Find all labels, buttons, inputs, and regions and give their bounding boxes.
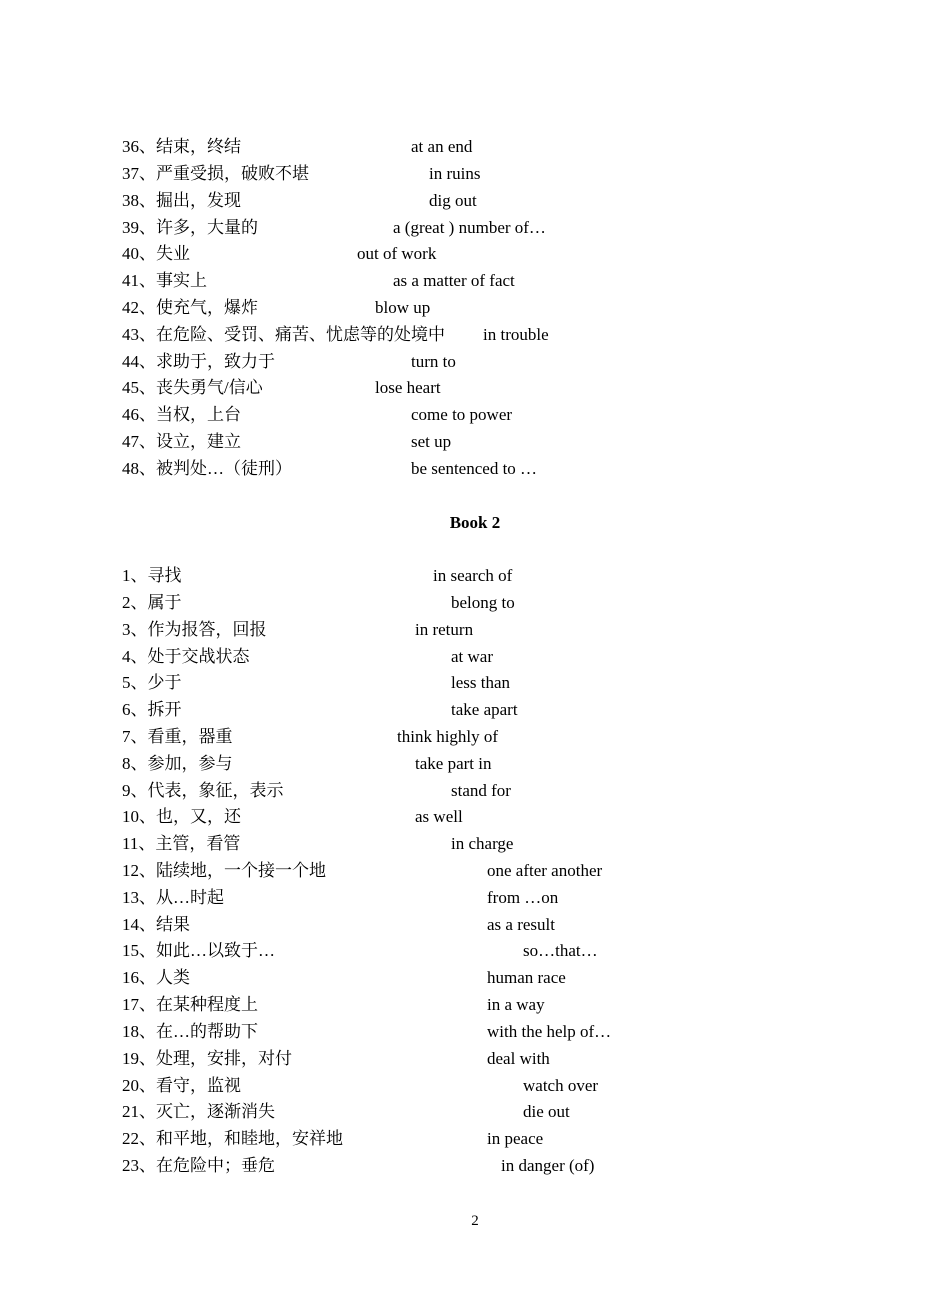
entry-chinese: 21、灭亡，逐渐消失 (122, 1102, 275, 1121)
entry-chinese: 15、如此…以致于… (122, 941, 275, 960)
entry-english: take apart (451, 700, 518, 719)
entry-english: in danger (of) (501, 1156, 595, 1175)
entry-english: as a matter of fact (393, 271, 515, 290)
section-heading: Book 2 (449, 513, 501, 532)
page-number: 2 (471, 1213, 479, 1229)
entry-chinese: 12、陆续地，一个接一个地 (122, 861, 326, 880)
entry-b2-23 (122, 1156, 275, 1176)
entry-chinese: 48、被判处…（徒刑） (122, 459, 292, 478)
entry-chinese: 40、失业 (122, 244, 190, 263)
entry-english: stand for (451, 781, 511, 800)
entry-english: come to power (411, 405, 513, 424)
entry-b2-15 (122, 941, 275, 961)
entry-chinese: 44、求助于，致力于 (122, 352, 275, 371)
entry-44 (122, 352, 275, 372)
entry-chinese: 6、拆开 (122, 700, 182, 719)
entry-english: in charge (451, 834, 514, 853)
entry-chinese: 3、作为报答，回报 (122, 620, 267, 639)
entry-39 (122, 218, 258, 238)
entry-b2-14 (122, 915, 190, 935)
entry-english: one after another (487, 861, 603, 880)
entry-chinese: 38、掘出，发现 (122, 191, 241, 210)
entry-chinese: 20、看守，监视 (122, 1076, 241, 1095)
entry-chinese: 46、当权，上台 (122, 405, 241, 424)
entry-chinese: 14、结果 (122, 915, 190, 934)
entry-english: so…that… (523, 941, 598, 960)
entry-b2-20 (122, 1076, 241, 1096)
entry-english: think highly of (397, 727, 499, 746)
entry-38 (122, 191, 241, 211)
entry-chinese: 18、在…的帮助下 (122, 1022, 258, 1041)
entry-b2-1 (122, 566, 182, 586)
entry-chinese: 22、和平地，和睦地，安祥地 (122, 1129, 343, 1148)
entry-english: human race (487, 968, 566, 987)
entry-b2-10 (122, 807, 241, 827)
entry-chinese: 11、主管，看管 (122, 834, 241, 853)
entry-english: dig out (429, 191, 477, 210)
entry-b2-2 (122, 593, 182, 613)
entry-41 (122, 271, 207, 291)
entry-english: from …on (487, 888, 559, 907)
entry-english: turn to (411, 352, 456, 371)
entry-b2-18 (122, 1022, 258, 1042)
entry-b2-13 (122, 888, 224, 908)
entry-b2-9 (122, 781, 284, 801)
entry-english: take part in (415, 754, 492, 773)
entry-english: die out (523, 1102, 570, 1121)
entry-42 (122, 298, 258, 318)
entry-43 (122, 325, 445, 345)
entry-english: watch over (523, 1076, 599, 1095)
entry-english: in ruins (429, 164, 481, 183)
entry-chinese: 7、看重，器重 (122, 727, 233, 746)
entry-chinese: 2、属于 (122, 593, 182, 612)
entry-chinese: 17、在某种程度上 (122, 995, 258, 1014)
entry-english: with the help of… (487, 1022, 612, 1041)
entry-english: as a result (487, 915, 555, 934)
entry-b2-5 (122, 673, 182, 693)
entry-b2-21 (122, 1102, 275, 1122)
entry-english: at war (451, 647, 494, 666)
entry-english: be sentenced to … (411, 459, 538, 478)
entry-english: out of work (357, 244, 437, 263)
entry-english: set up (411, 432, 452, 451)
entry-chinese: 43、在危险、受罚、痛苦、忧虑等的处境中 (122, 325, 445, 344)
entry-b2-4 (122, 647, 250, 667)
entry-b2-3 (122, 620, 267, 640)
entry-english: in search of (433, 566, 513, 585)
entry-b2-17 (122, 995, 258, 1015)
entry-chinese: 4、处于交战状态 (122, 647, 250, 666)
entry-english: lose heart (375, 378, 441, 397)
entry-english: at an end (411, 137, 473, 156)
entry-english: less than (451, 673, 511, 692)
entry-b2-8 (122, 754, 233, 774)
entry-46 (122, 405, 241, 425)
entry-chinese: 23、在危险中；垂危 (122, 1156, 275, 1175)
entry-chinese: 8、参加，参与 (122, 754, 233, 773)
entry-chinese: 42、使充气，爆炸 (122, 298, 258, 317)
entry-english: a (great ) number of… (393, 218, 546, 237)
entry-chinese: 9、代表，象征，表示 (122, 781, 284, 800)
entry-48 (122, 459, 292, 479)
entry-english: deal with (487, 1049, 550, 1068)
entry-chinese: 1、寻找 (122, 566, 182, 585)
entry-chinese: 37、严重受损，破败不堪 (122, 164, 309, 183)
entry-b2-16 (122, 968, 190, 988)
entry-chinese: 36、结束，终结 (122, 137, 241, 156)
entry-english: in trouble (483, 325, 549, 344)
entry-b2-6 (122, 700, 182, 720)
entry-chinese: 5、少于 (122, 673, 182, 692)
entry-b2-22 (122, 1129, 343, 1149)
entry-chinese: 39、许多，大量的 (122, 218, 258, 237)
entry-45 (122, 378, 263, 398)
entry-b2-7 (122, 727, 233, 747)
entry-chinese: 13、从…时起 (122, 888, 224, 907)
entry-english: belong to (451, 593, 515, 612)
entry-chinese: 10、也，又，还 (122, 807, 241, 826)
entry-english: as well (415, 807, 463, 826)
entry-47 (122, 432, 241, 452)
entry-english: in a way (487, 995, 545, 1014)
entry-english: in peace (487, 1129, 544, 1148)
entry-chinese: 16、人类 (122, 968, 190, 987)
entry-chinese: 45、丧失勇气/信心 (122, 378, 263, 397)
entry-40 (122, 244, 190, 264)
entry-english: blow up (375, 298, 431, 317)
entry-37 (122, 164, 309, 184)
entry-chinese: 47、设立，建立 (122, 432, 241, 451)
entry-b2-11 (122, 834, 240, 854)
entry-chinese: 19、处理，安排，对付 (122, 1049, 292, 1068)
entry-36 (122, 137, 241, 157)
entry-english: in return (415, 620, 474, 639)
entry-b2-12 (122, 861, 326, 881)
entry-chinese: 41、事实上 (122, 271, 207, 290)
entry-b2-19 (122, 1049, 292, 1069)
